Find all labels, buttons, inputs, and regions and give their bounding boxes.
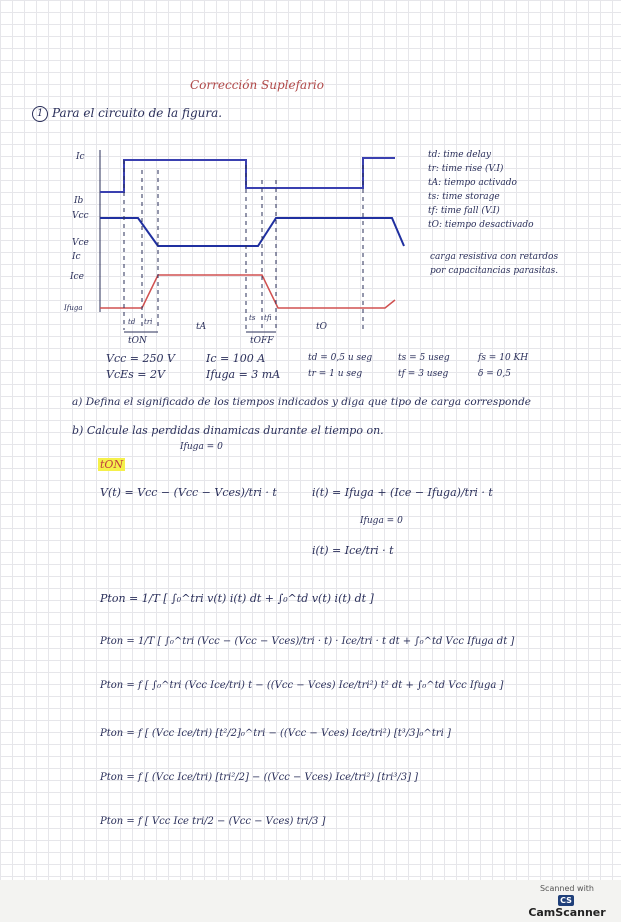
param-vces: VcEs = 2V	[106, 368, 165, 381]
label-ib: Ib	[74, 196, 84, 206]
label-to: tO	[316, 322, 327, 332]
label-td: td	[128, 318, 136, 326]
param-ts: ts = 5 useg	[398, 353, 450, 363]
eq-ifuga-zero: Ifuga = 0	[360, 516, 403, 526]
legend-item: td: time delay	[428, 150, 491, 160]
ice-waveform	[100, 275, 395, 308]
legend-item: ts: time storage	[428, 192, 500, 202]
label-ic: Ic	[72, 252, 81, 262]
page-title: Corrección Suplefario	[190, 78, 324, 92]
eq-pton-1: Pton = 1/T [ ∫₀^tri v(t) i(t) dt + ∫₀^td v(t) i(t) dt ]	[100, 592, 374, 605]
legend-item: tr: time rise (V.I)	[428, 164, 504, 174]
label-tfi: tfi	[264, 314, 272, 322]
load-note-line1: carga resistiva con retardos	[430, 252, 559, 262]
eq-pton-4: Pton = f [ (Vcc Ice/tri) [t²/2]₀^tri − ((Vcc − Vces) Ice/tri²) [t³/3]₀^tri ]	[100, 728, 451, 739]
param-duty: δ = 0,5	[478, 369, 511, 379]
param-ic: Ic = 100 A	[206, 352, 266, 365]
label-ice: Ice	[70, 272, 84, 282]
label-vce: Vce	[72, 238, 89, 248]
eq-pton-2: Pton = 1/T [ ∫₀^tri (Vcc − (Vcc − Vces)/tri · t) · Ice/tri · t dt + ∫₀^td Vcc Ifuga dt ]	[100, 636, 515, 647]
eq-pton-3: Pton = f [ ∫₀^tri (Vcc Ice/tri) t − ((Vcc − Vces) Ice/tri²) t² dt + ∫₀^td Vcc Ifuga ]	[100, 680, 504, 691]
label-ic-top: Ic	[76, 152, 85, 162]
scanned-with-text: Scanned with	[539, 884, 595, 893]
eq-pton-5: Pton = f [ (Vcc Ice/tri) [tri²/2] − ((Vcc − Vces) Ice/tri²) [tri³/3] ]	[100, 772, 419, 783]
param-fs: fs = 10 KH	[478, 353, 529, 363]
label-toff: tOFF	[250, 336, 274, 346]
ton-heading	[98, 458, 125, 471]
load-note-line2: por capacitancias parasitas.	[430, 266, 559, 276]
eq-v-t: V(t) = Vcc − (Vcc − Vces)/tri · t	[100, 486, 277, 499]
param-vcc: Vcc = 250 V	[106, 352, 175, 365]
question-a: a) Defina el significado de los tiempos indicados y diga que tipo de carga corresponde	[72, 396, 532, 408]
vce-waveform	[100, 218, 404, 246]
label-ta: tA	[196, 322, 207, 332]
label-vcc: Vcc	[72, 211, 89, 221]
legend-item: tA: tiempo activado	[428, 178, 517, 188]
legend-item: tO: tiempo desactivado	[428, 220, 534, 230]
eq-i-t: i(t) = Ifuga + (Ice − Ifuga)/tri · t	[312, 486, 493, 499]
assumption: Ifuga = 0	[180, 442, 223, 452]
eq-i-t-2: i(t) = Ice/tri · t	[312, 544, 394, 557]
time-legend	[428, 148, 534, 232]
camscanner-logo-icon: CS	[560, 895, 572, 905]
ton-heading-text: tON	[100, 458, 124, 471]
param-tr: tr = 1 u seg	[308, 369, 363, 379]
camscanner-watermark	[525, 884, 609, 919]
camscanner-brand-text: CamScanner	[528, 906, 606, 919]
question-b: b) Calcule las perdidas dinamicas durante el tiempo on.	[72, 424, 384, 437]
camscanner-brand	[525, 893, 609, 919]
label-tri: tri	[144, 318, 153, 326]
param-ifuga: Ifuga = 3 mA	[206, 368, 281, 381]
legend-item: tf: time fall (V.I)	[428, 206, 500, 216]
param-tf: tf = 3 useg	[398, 369, 449, 379]
problem-number: 1	[36, 108, 44, 119]
label-ton: tON	[128, 336, 147, 346]
ib-waveform	[100, 158, 395, 192]
problem-statement: Para el circuito de la figura.	[52, 106, 223, 120]
label-ts: ts	[249, 314, 256, 322]
param-td: td = 0,5 u seg	[308, 353, 373, 363]
eq-pton-6: Pton = f [ Vcc Ice tri/2 − (Vcc − Vces) tri/3 ]	[100, 816, 326, 827]
label-ifuga: Ifuga	[64, 304, 83, 312]
